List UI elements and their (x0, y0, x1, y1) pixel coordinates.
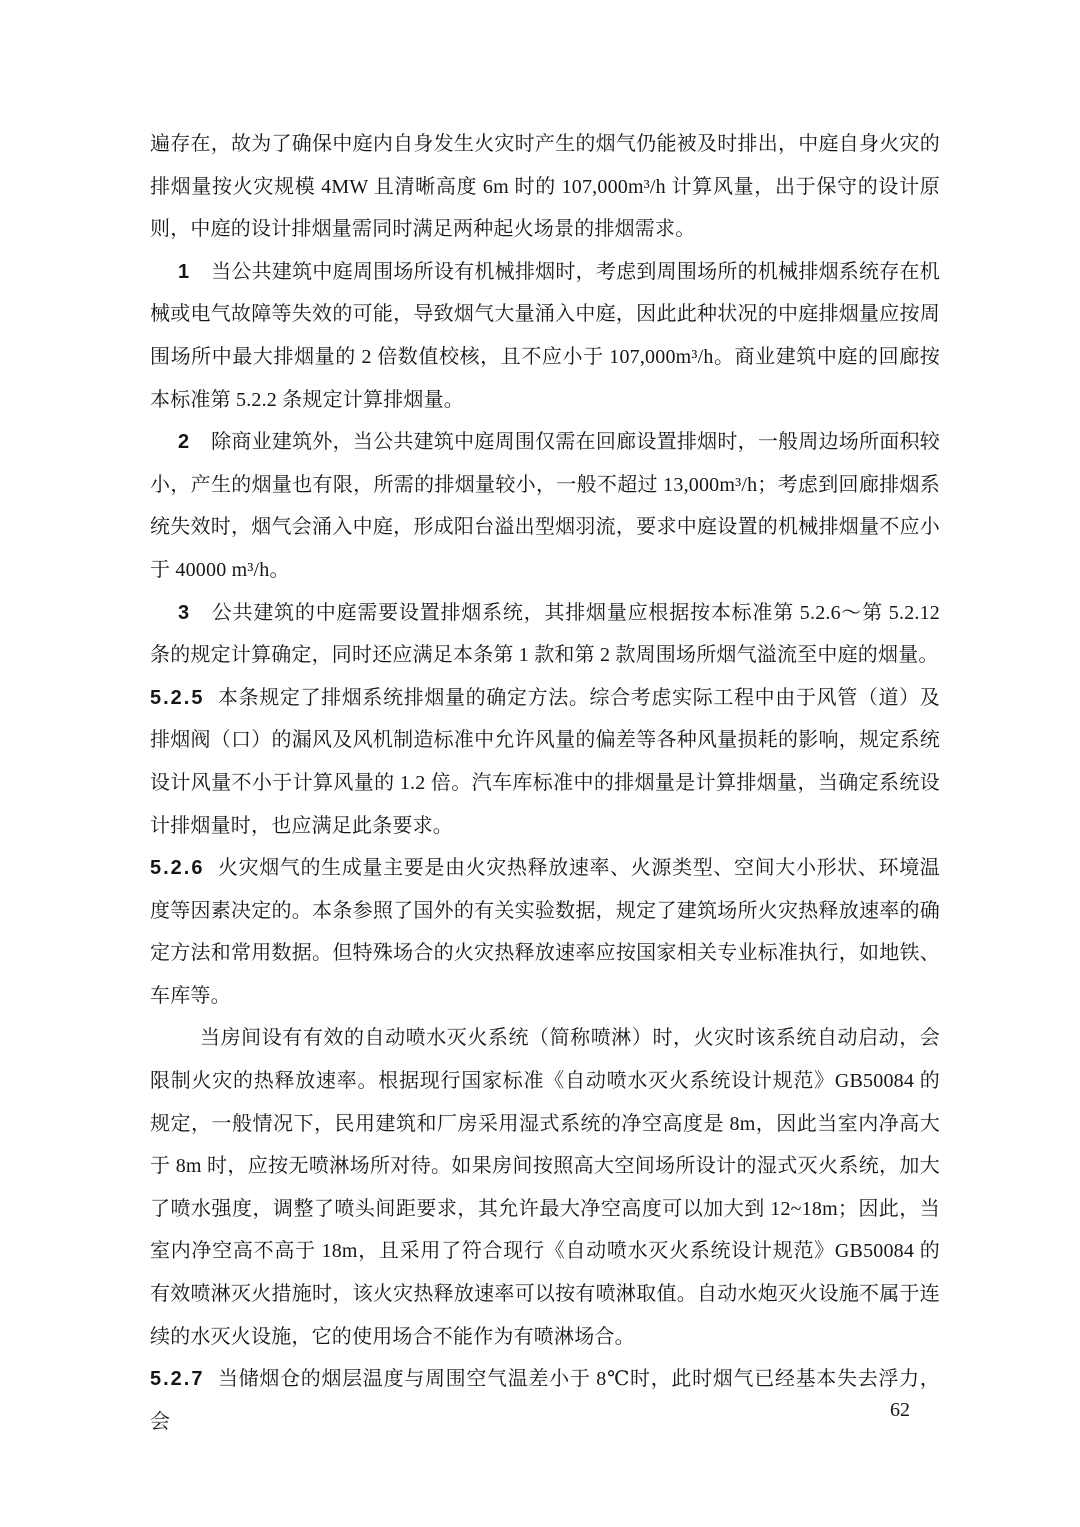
clause-number: 3 (178, 601, 190, 624)
section-5-2-5 (150, 677, 940, 847)
clause-item-2 (150, 421, 940, 591)
paragraph-text: 当房间设有有效的自动喷水灭火系统（简称喷淋）时，火灾时该系统自动启动，会限制火灾的热释放速率。根据现行国家标准《自动喷水灭火系统设计规范》GB50084 的规定，一般情况下，民用建筑和厂房采用湿式系统的净空高度是 8m，因此当室内净高大于 8m 时，应按无喷淋场所对待。如果房间按照高大空间场所设计的湿式灭火系统，加大了喷水强度，调整了喷头间距要求，其允许最大净空高度可以加大到 12~18m；因此，当室内净空高不高于 18m，且采用了符合现行《自动喷水灭火系统设计规范》GB50084 的有效喷淋灭火措施时，该火灾热释放速率可以按有喷淋取值。自动水炮灭火设施不属于连续的水灭火设施，它的使用场合不能作为有喷淋场合。 (150, 1027, 940, 1348)
paragraph-text: 火灾烟气的生成量主要是由火灾热释放速率、火源类型、空间大小形状、环境温度等因素决定的。本条参照了国外的有关实验数据，规定了建筑场所火灾热释放速率的确定方法和常用数据。但特殊场合的火灾热释放速率应按国家相关专业标准执行，如地铁、车库等。 (150, 857, 940, 1007)
paragraph-text: 遍存在，故为了确保中庭内自身发生火灾时产生的烟气仍能被及时排出，中庭自身火灾的排烟量按火灾规模 4MW 且清晰高度 6m 时的 107,000m³/h 计算风量，出于保守的设计原则，中庭的设计排烟量需同时满足两种起火场景的排烟需求。 (150, 133, 940, 241)
section-5-2-6 (150, 847, 940, 1017)
document-content (150, 123, 940, 1443)
paragraph-text: 本条规定了排烟系统排烟量的确定方法。综合考虑实际工程中由于风管（道）及排烟阀（口）的漏风及风机制造标准中允许风量的偏差等各种风量损耗的影响，规定系统设计风量不小于计算风量的 1.2 倍。汽车库标准中的排烟量是计算排烟量，当确定系统设计排烟量时，也应满足此条要求。 (150, 686, 940, 837)
clause-item-3 (150, 592, 940, 677)
paragraph-text: 公共建筑的中庭需要设置排烟系统，其排烟量应根据按本标准第 5.2.6～第 5.2.12 条的规定计算确定，同时还应满足本条第 1 款和第 2 款周围场所烟气溢流至中庭的烟量。 (150, 601, 940, 667)
clause-item-1 (150, 251, 940, 421)
paragraph-sprinkler-note (150, 1017, 940, 1358)
paragraph-continuation (150, 123, 940, 251)
clause-number: 1 (178, 260, 190, 283)
paragraph-text: 除商业建筑外，当公共建筑中庭周围仅需在回廊设置排烟时，一般周边场所面积较小，产生的烟量也有限，所需的排烟量较小，一般不超过 13,000m³/h；考虑到回廊排烟系统失效时，烟气会涌入中庭，形成阳台溢出型烟羽流，要求中庭设置的机械排烟量不应小于 40000 m³/h。 (150, 431, 940, 581)
section-number: 5.2.7 (150, 1368, 205, 1391)
page-number: 62 (890, 1399, 910, 1421)
section-number: 5.2.5 (150, 686, 205, 709)
section-number: 5.2.6 (150, 857, 205, 880)
paragraph-text: 当公共建筑中庭周围场所设有机械排烟时，考虑到周围场所的机械排烟系统存在机械或电气故障等失效的可能，导致烟气大量涌入中庭，因此此种状况的中庭排烟量应按周围场所中最大排烟量的 2 倍数值校核，且不应小于 107,000m³/h。商业建筑中庭的回廊按本标准第 5.2.2 条规定计算排烟量。 (150, 260, 940, 411)
clause-number: 2 (178, 431, 190, 454)
paragraph-text: 当储烟仓的烟层温度与周围空气温差小于 8℃时，此时烟气已经基本失去浮力，会 (150, 1368, 940, 1433)
